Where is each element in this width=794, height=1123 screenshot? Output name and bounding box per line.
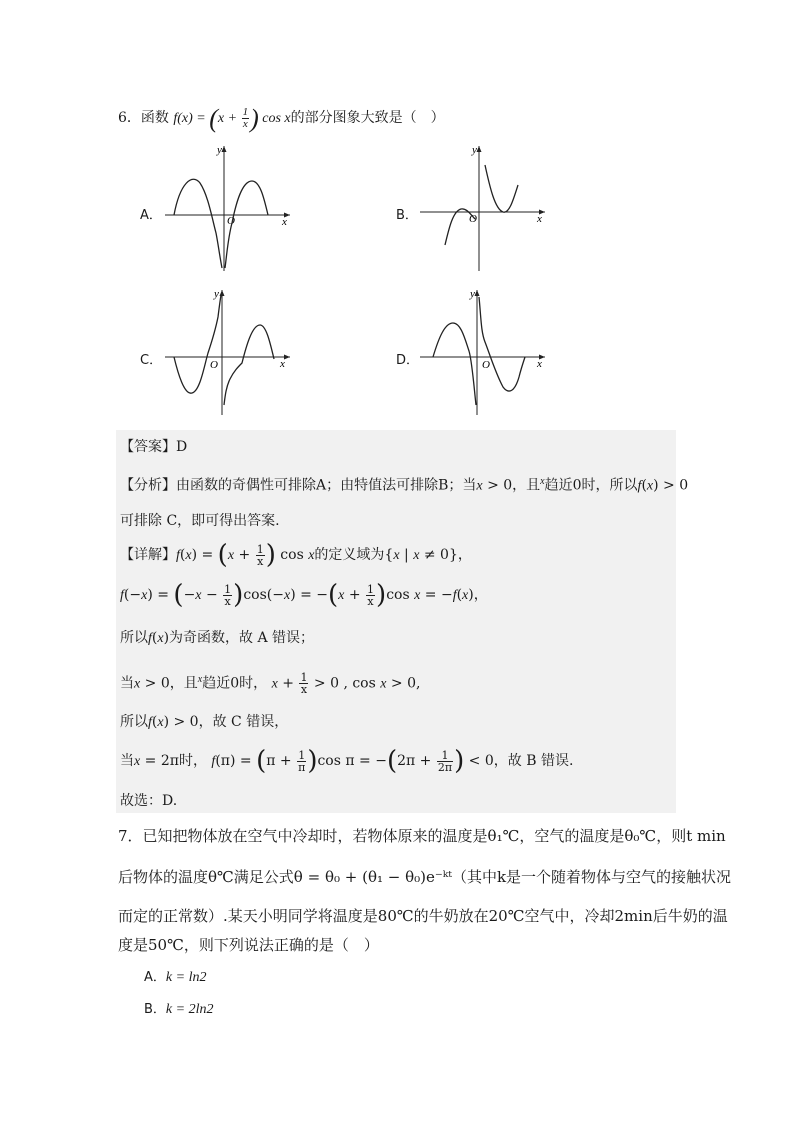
x-label: x bbox=[282, 216, 287, 228]
option-a-label[interactable]: A． bbox=[140, 208, 162, 223]
odd-derivation: f(−x) = (−x − $\frac{1}{x}$ )cos(−x) = −(x + $\frac{1}{x}$ )cos x = −f(x)， bbox=[120, 580, 488, 610]
curve-d bbox=[433, 297, 525, 405]
curve-b bbox=[445, 165, 518, 245]
origin-label: O bbox=[227, 215, 235, 227]
limit-line: 当x > 0，且$^x$趋近0时， x + $\frac{1}{x}$ > 0 , cos x > 0, bbox=[120, 671, 421, 697]
option-c-label[interactable]: C． bbox=[140, 353, 163, 368]
curve-c bbox=[174, 295, 274, 405]
q6-formula: f(x) = (x + $\frac{1}{x}$ ) cos x bbox=[173, 103, 291, 133]
x-label: x bbox=[537, 213, 542, 225]
origin-label: O bbox=[469, 213, 477, 225]
odd-conclusion: 所以f(x)为奇函数，故 A 错误； bbox=[120, 630, 315, 646]
pi-line: 当x = 2π时， f(π) = (π + $\frac{1}{\pi}$ )cos π = −(2π + $\frac{1}{2\pi}$ ) < 0，故 B 错误. bbox=[120, 746, 574, 776]
y-label: y bbox=[470, 288, 475, 300]
analysis-line-1: 【分析】由函数的奇偶性可排除A；由特值法可排除B；当x > 0，且$^x$趋近0时，所以f(x) > 0 bbox=[120, 476, 689, 494]
q7-line-3: 而定的正常数）.某天小明同学将温度是80℃的牛奶放在20℃空气中，冷却2min后牛奶的温 bbox=[118, 907, 728, 925]
q7-line-2: 后物体的温度θ℃满足公式θ = θ₀ + (θ₁ − θ₀)e⁻ᵏᵗ（其中k是一个随着物体与空气的接触状况 bbox=[118, 868, 732, 886]
x-label: x bbox=[537, 358, 542, 370]
option-b-label[interactable]: B． bbox=[396, 208, 418, 223]
positive-conclusion: 所以f(x) > 0，故 C 错误， bbox=[120, 714, 289, 730]
q7-option-b[interactable]: B．k = 2ln2 bbox=[144, 1002, 214, 1017]
q6-suffix: 的部分图象大致是（ ） bbox=[290, 110, 445, 126]
graph-c bbox=[160, 287, 300, 417]
choice-line: 故选：D. bbox=[120, 793, 178, 809]
origin-label: O bbox=[482, 359, 490, 371]
graph-a bbox=[160, 143, 300, 273]
q6-number: 6． bbox=[118, 110, 141, 126]
q7-line-1: 7．已知把物体放在空气中冷却时，若物体原来的温度是θ₁℃，空气的温度是θ₀℃，则t min bbox=[118, 827, 726, 845]
y-label: y bbox=[214, 288, 219, 300]
analysis-line-2: 可排除 C，即可得出答案. bbox=[120, 513, 280, 529]
graph-b bbox=[415, 143, 555, 273]
q7-option-a[interactable]: A．k = ln2 bbox=[144, 970, 207, 985]
detail-line: 【详解】f(x) = (x + $\frac{1}{x}$ ) cos x的定义域为{x | x ≠ 0}， bbox=[120, 540, 472, 570]
x-label: x bbox=[280, 358, 285, 370]
curve-a bbox=[174, 179, 268, 268]
origin-label: O bbox=[210, 359, 218, 371]
graph-d bbox=[415, 287, 555, 417]
q6-stem bbox=[118, 103, 445, 133]
option-d-label[interactable]: D． bbox=[396, 353, 420, 368]
y-label: y bbox=[217, 144, 222, 156]
q6-prefix: 函数 bbox=[140, 110, 169, 126]
answer-line: 【答案】D bbox=[120, 439, 188, 455]
q7-line-4: 度是50℃，则下列说法正确的是（ ） bbox=[118, 936, 379, 954]
y-label: y bbox=[472, 144, 477, 156]
